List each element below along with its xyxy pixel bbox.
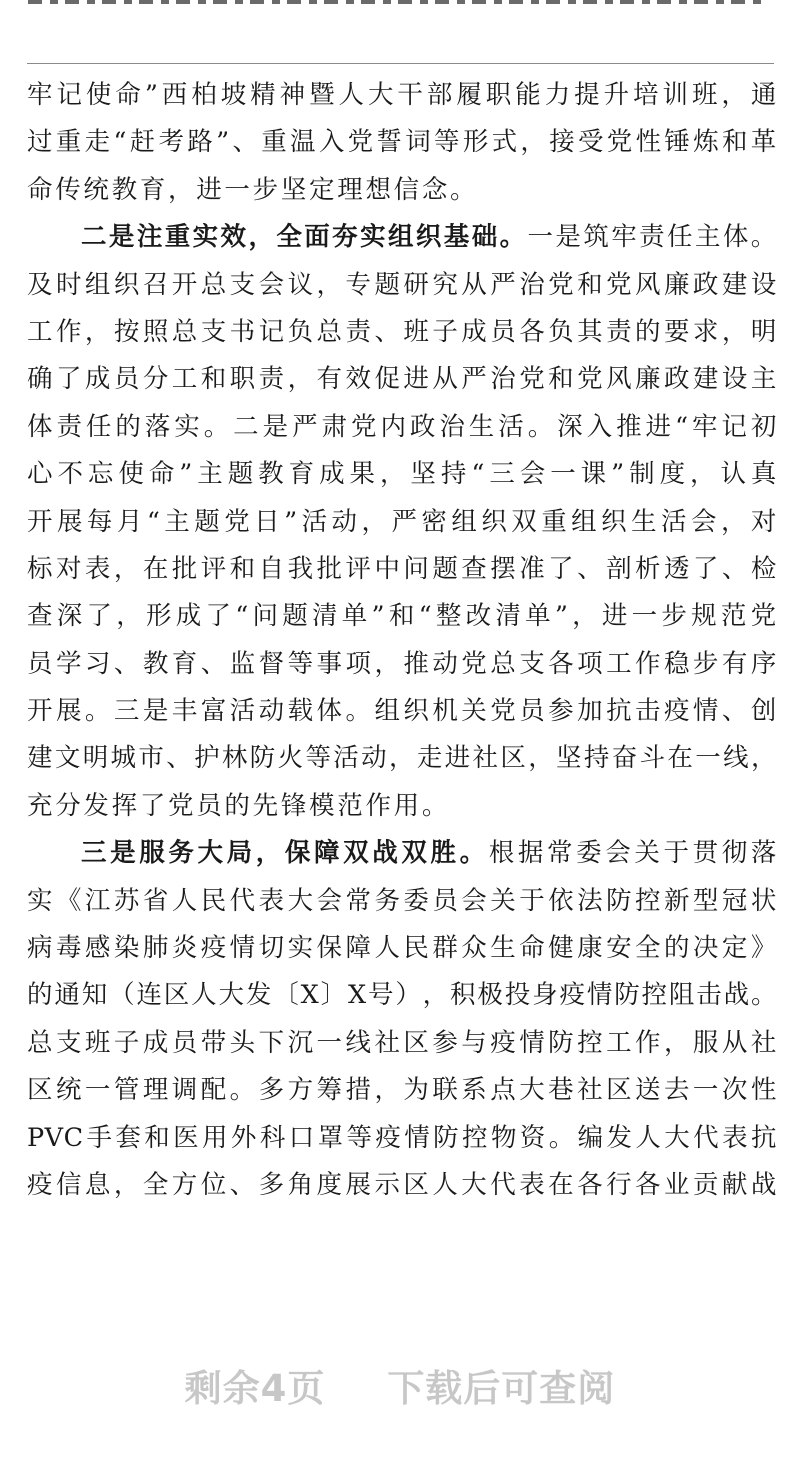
- text-line: 建 文 明 城 市 、 护 林 防 火 等 活 动 ， 走 进 社 区 ， 坚 持 奋 斗 在 一 线 ，: [27, 743, 777, 774]
- document-body: [27, 72, 777, 1209]
- text-line: 三 是 服 务 大 局 ， 保 障 双 战 双 胜 。 根 据 常 委 会 关 于 贯 彻 落: [81, 838, 777, 869]
- text-line: 过 重 走 “ 赶 考 路 ” 、 重 温 入 党 誓 词 等 形 式 ， 接 受 党 性 锤 炼 和 革: [27, 127, 777, 158]
- download-promo[interactable]: [0, 1358, 800, 1412]
- text-line: 的 通 知 （ 连 区 人 大 发 〔 X 〕 X 号 ） ， 积 极 投 身 疫 情 防 控 阻 击 战 。: [27, 980, 777, 1011]
- text-line: 实 《 江 苏 省 人 民 代 表 大 会 常 务 委 员 会 关 于 依 法 防 控 新 型 冠 状: [27, 885, 777, 916]
- text-line: 总 支 班 子 成 员 带 头 下 沉 一 线 社 区 参 与 疫 情 防 控 工 作 ， 服 从 社: [27, 1027, 777, 1058]
- text-line: 心 不 忘 使 命 ” 主 题 教 育 成 果 ， 坚 持 “ 三 会 一 课 ” 制 度 ， 认 真: [27, 459, 777, 490]
- text-line: 牢 记 使 命 ” 西 柏 坡 精 神 暨 人 大 干 部 履 职 能 力 提 升 培 训 班 ， 通: [27, 80, 777, 110]
- remaining-pages-label: 剩余4页: [184, 1367, 326, 1410]
- text-line: 病 毒 感 染 肺 炎 疫 情 切 实 保 障 人 民 群 众 生 命 健 康 安 全 的 决 定 》: [27, 933, 777, 964]
- text-line: 疫 信 息 ， 全 方 位 、 多 角 度 展 示 区 人 大 代 表 在 各 行 各 业 贡 献 战: [27, 1169, 777, 1200]
- text-line: 及 时 组 织 召 开 总 支 会 议 ， 专 题 研 究 从 严 治 党 和 党 风 廉 政 建 设: [27, 269, 777, 300]
- text-line: 区 统 一 管 理 调 配 。 多 方 筹 措 ， 为 联 系 点 大 巷 社 区 送 去 一 次 性: [27, 1075, 777, 1106]
- text-line: 员 学 习 、 教 育 、 监 督 等 事 项 ， 推 动 党 总 支 各 项 工 作 稳 步 有 序: [27, 648, 777, 679]
- clipped-text-strip: [28, 0, 768, 4]
- text-line: 充 分 发 挥 了 党 员 的 先 锋 模 范 作 用 。: [27, 790, 448, 821]
- text-line: 命 传 统 教 育 ， 进 一 步 坚 定 理 想 信 念 。: [27, 174, 477, 205]
- text-line: 开 展 。 三 是 丰 富 活 动 载 体 。 组 织 机 关 党 员 参 加 抗 击 疫 情 、 创: [27, 696, 777, 727]
- text-line: 二 是 注 重 实 效 ， 全 面 夯 实 组 织 基 础 。 一 是 筑 牢 责 任 主 体 。: [81, 222, 777, 253]
- text-line: 标 对 表 ， 在 批 评 和 自 我 批 评 中 问 题 查 摆 准 了 、 剖 析 透 了 、 检: [27, 553, 777, 584]
- text-line: 查 深 了 ， 形 成 了 “ 问 题 清 单 ” 和 “ 整 改 清 单 ” ， 进 一 步 规 范 党: [27, 601, 777, 632]
- previous-line-fragment: [0, 0, 800, 12]
- text-line: 体 责 任 的 落 实 。 二 是 严 肃 党 内 政 治 生 活 。 深 入 推 进 “ 牢 记 初: [27, 411, 777, 442]
- text-line: PVC 手 套 和 医 用 外 科 口 罩 等 疫 情 防 控 物 资 。 编 发 人 大 代 表 抗: [27, 1122, 777, 1153]
- text-line: 确 了 成 员 分 工 和 职 责 ， 有 效 促 进 从 严 治 党 和 党 风 廉 政 建 设 主: [27, 364, 777, 395]
- text-line: 开 展 每 月 “ 主 题 党 日 ” 活 动 ， 严 密 组 织 双 重 组 织 生 活 会 ， 对: [27, 506, 777, 537]
- header-rule: [27, 63, 774, 64]
- text-line: 工 作 ， 按 照 总 支 书 记 负 总 责 、 班 子 成 员 各 负 其 责 的 要 求 ， 明: [27, 316, 777, 347]
- download-prompt-label: 下载后可查阅: [387, 1367, 616, 1410]
